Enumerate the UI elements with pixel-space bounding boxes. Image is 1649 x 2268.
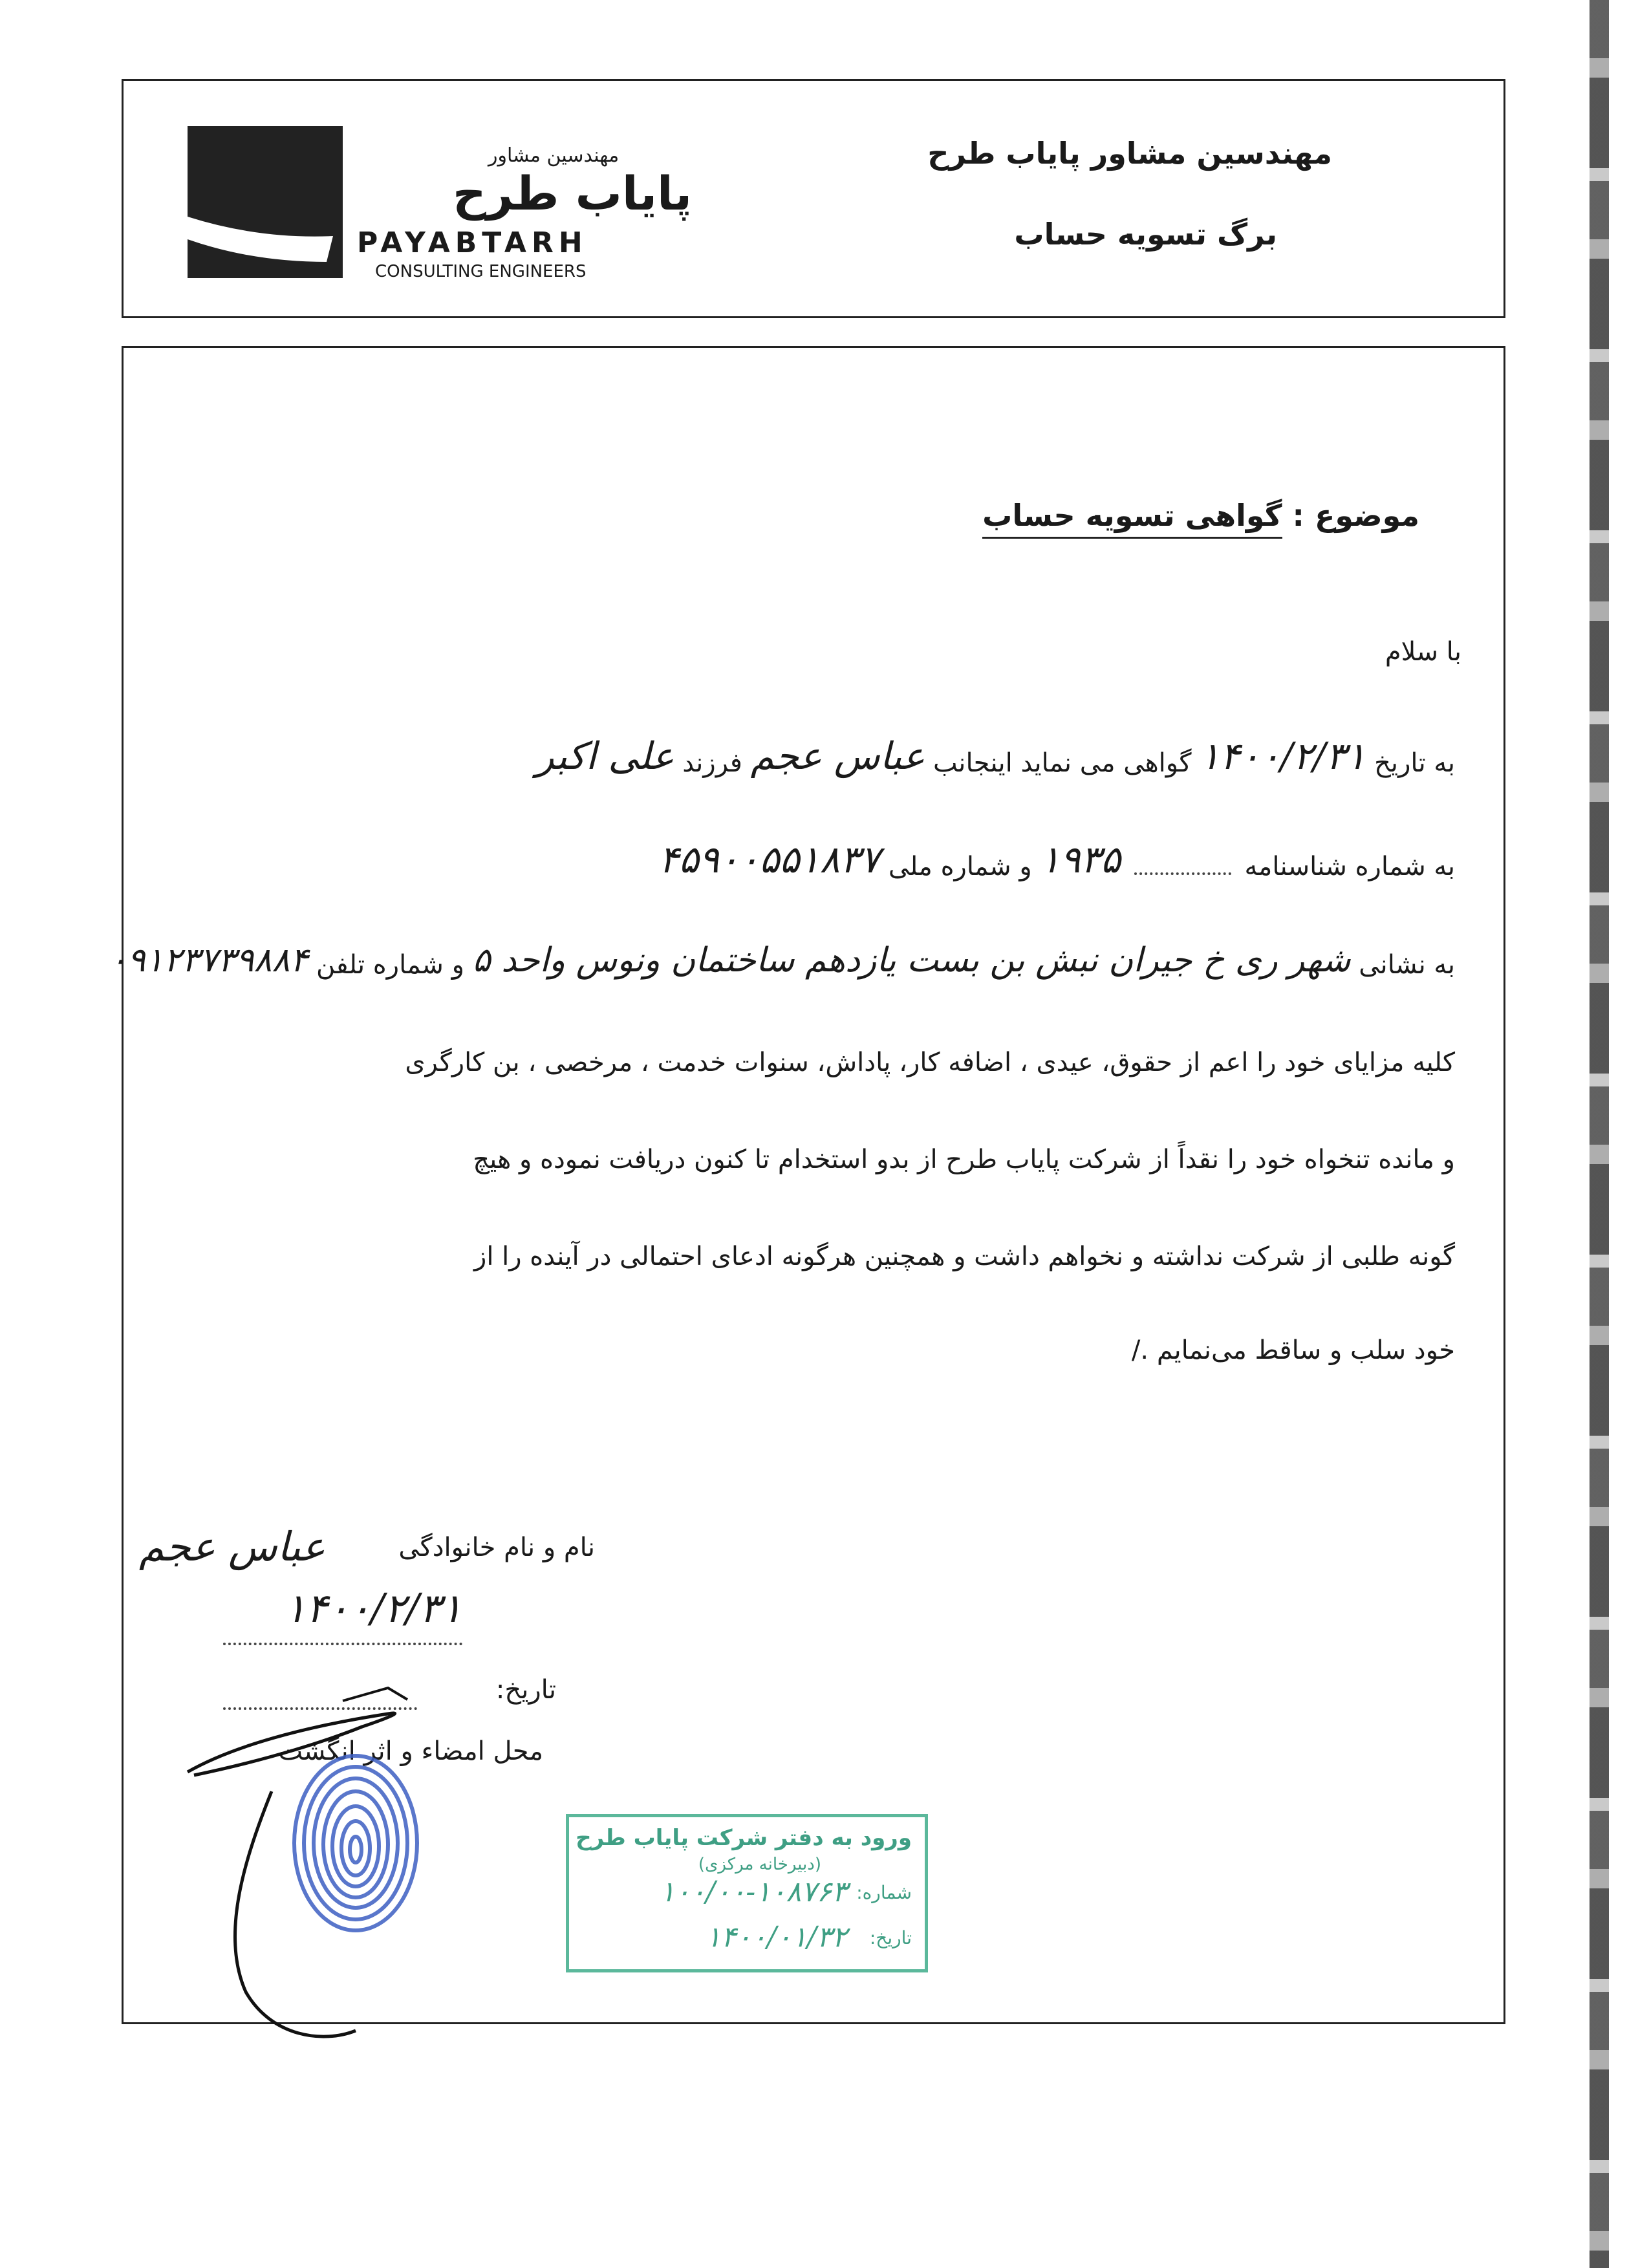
handwritten-national-id: ۴۵۹۰۰۵۵۱۸۳۷ — [658, 837, 881, 881]
line3-text-1: به نشانی — [1359, 950, 1455, 980]
company-logo — [188, 126, 693, 281]
logo-en-sub: CONSULTING ENGINEERS — [375, 262, 587, 281]
name-label: نام و نام خانوادگی — [398, 1533, 595, 1562]
handwritten-sign-date: ۱۴۰۰/۲/۳۱ — [285, 1584, 462, 1632]
subject-label: موضوع : — [1292, 498, 1419, 533]
greeting: با سلام — [1385, 637, 1461, 667]
handwritten-phone: ۰۹۱۲۳۷۳۹۸۸۴ — [109, 941, 308, 980]
line1-text-1: به تاریخ — [1374, 748, 1455, 778]
dotted-fill — [1134, 870, 1231, 875]
stamp-title: ورود به دفتر شرکت پایاب طرح — [576, 1825, 912, 1851]
handwritten-birth-cert: ۱۹۳۵ — [1040, 837, 1121, 881]
line2-text-1: به شماره شناسنامه — [1244, 852, 1455, 881]
line2-text-2: و شماره ملی — [888, 852, 1032, 881]
line1-text-2: گواهی می نماید اینجانب — [933, 748, 1192, 778]
fingerprint — [285, 1746, 427, 1940]
stamp-date-label: تاریخ: — [869, 1927, 912, 1949]
stamp-date-value: ۱۴۰۰/۰۱/۳۲ — [706, 1921, 847, 1954]
logo-mark — [188, 126, 343, 278]
handwritten-name: عباس عجم — [750, 734, 925, 778]
handwritten-date: ۱۴۰۰/۲/۳۱ — [1200, 734, 1366, 778]
line-date-name — [536, 734, 1455, 778]
logo-fa-name: پایاب طرح — [453, 166, 693, 221]
office-entry-stamp — [566, 1814, 928, 1972]
stamp-number-value: ۱۰۰/۰۰-۱۰۸۷۶۳ — [660, 1875, 847, 1908]
paragraph-line-4: خود سلب و ساقط می‌نمایم ./ — [1131, 1335, 1455, 1365]
subject-value: گواهی تسویه حساب — [982, 498, 1282, 539]
form-title: برگ تسویه حساب — [1014, 217, 1277, 252]
handwritten-signer-name: عباس عجم — [139, 1523, 326, 1570]
paragraph-line-3: گونه طلبی از شرکت نداشته و نخواهم داشت و همچنین هرگونه ادعای احتمالی در آینده را از — [474, 1242, 1455, 1271]
line-id-numbers — [658, 837, 1455, 881]
stamp-subtitle: (دبیرخانه مرکزی) — [698, 1855, 821, 1874]
handwritten-father-name: علی اکبر — [535, 734, 674, 778]
paragraph-line-1: کلیه مزایای خود را اعم از حقوق، عیدی ، اضافه کار، پاداش، سنوات خدمت ، مرخصی ، بن کارگری — [405, 1048, 1455, 1077]
line1-text-3: فرزند — [682, 748, 742, 778]
logo-en-name: PAYABTARH — [357, 226, 588, 259]
date-label: تاریخ: — [495, 1675, 556, 1705]
paragraph-line-2: و مانده تنخواه خود را نقداً از شرکت پایاب طرح از بدو استخدام تا کنون دریافت نموده و هیچ — [473, 1145, 1455, 1174]
subject-line — [982, 498, 1419, 533]
company-name: مهندسین مشاور پایاب طرح — [927, 136, 1332, 171]
scan-edge-artifact — [1590, 0, 1609, 2268]
sign-label: محل امضاء و اثر انگشت — [278, 1736, 543, 1766]
logo-fa-small: مهندسین مشاور — [488, 144, 620, 167]
handwritten-address: شهر ری خ جیران نبش بن بست یازدهم ساختمان ونوس واحد ۵ — [472, 941, 1351, 980]
stamp-number-label: شماره: — [856, 1882, 912, 1903]
line3-text-2: و شماره تلفن — [316, 950, 464, 980]
line-address-phone — [109, 941, 1455, 980]
